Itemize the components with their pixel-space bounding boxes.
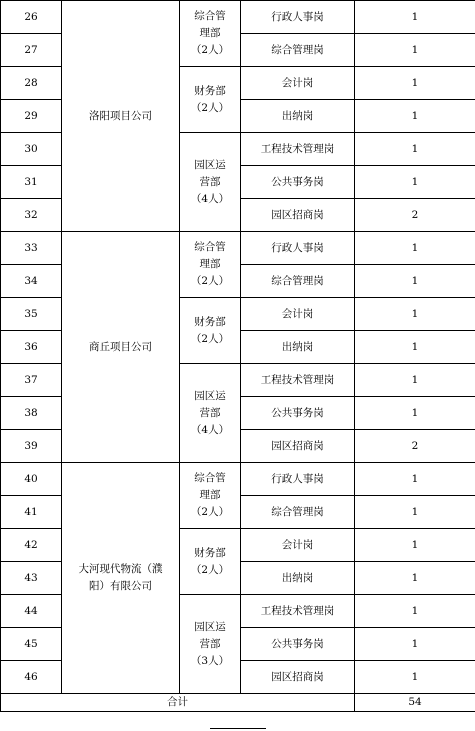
table-row xyxy=(1,232,475,265)
position-cell: 工程技术管理岗 xyxy=(241,133,355,166)
headcount-cell: 1 xyxy=(355,133,475,166)
headcount-cell: 1 xyxy=(355,628,475,661)
total-row xyxy=(1,694,475,712)
headcount-cell: 1 xyxy=(355,298,475,331)
position-cell: 园区招商岗 xyxy=(241,199,355,232)
headcount-cell: 1 xyxy=(355,100,475,133)
headcount-cell: 1 xyxy=(355,34,475,67)
table-row xyxy=(1,1,475,34)
row-number-cell: 38 xyxy=(1,397,62,430)
row-number-cell: 41 xyxy=(1,496,62,529)
department-cell: 综合管 理部 （2人） xyxy=(180,232,241,298)
position-cell: 综合管理岗 xyxy=(241,265,355,298)
headcount-cell: 1 xyxy=(355,364,475,397)
company-name-cell: 商丘项目公司 xyxy=(62,232,180,463)
row-number-cell: 29 xyxy=(1,100,62,133)
row-number-cell: 31 xyxy=(1,166,62,199)
row-number-cell: 36 xyxy=(1,331,62,364)
company-name-cell: 洛阳项目公司 xyxy=(62,1,180,232)
position-cell: 公共事务岗 xyxy=(241,628,355,661)
headcount-cell: 1 xyxy=(355,463,475,496)
department-cell: 财务部 （2人） xyxy=(180,67,241,133)
headcount-cell: 1 xyxy=(355,595,475,628)
department-cell: 财务部 （2人） xyxy=(180,298,241,364)
company-name-cell: 大河现代物流（濮 阳）有限公司 xyxy=(62,463,180,694)
row-number-cell: 40 xyxy=(1,463,62,496)
row-number-cell: 35 xyxy=(1,298,62,331)
headcount-cell: 1 xyxy=(355,562,475,595)
department-cell: 综合管 理部 （2人） xyxy=(180,1,241,67)
position-cell: 园区招商岗 xyxy=(241,430,355,463)
row-number-cell: 26 xyxy=(1,1,62,34)
headcount-cell: 2 xyxy=(355,430,475,463)
headcount-cell: 1 xyxy=(355,232,475,265)
row-number-cell: 46 xyxy=(1,661,62,694)
row-number-cell: 30 xyxy=(1,133,62,166)
position-cell: 会计岗 xyxy=(241,529,355,562)
table-row xyxy=(1,463,475,496)
position-cell: 工程技术管理岗 xyxy=(241,595,355,628)
position-cell: 综合管理岗 xyxy=(241,34,355,67)
row-number-cell: 39 xyxy=(1,430,62,463)
position-cell: 出纳岗 xyxy=(241,562,355,595)
headcount-cell: 1 xyxy=(355,166,475,199)
headcount-cell: 1 xyxy=(355,529,475,562)
headcount-cell: 1 xyxy=(355,397,475,430)
row-number-cell: 27 xyxy=(1,34,62,67)
row-number-cell: 33 xyxy=(1,232,62,265)
position-cell: 行政人事岗 xyxy=(241,1,355,34)
department-cell: 综合管 理部 （2人） xyxy=(180,463,241,529)
headcount-cell: 2 xyxy=(355,199,475,232)
headcount-cell: 1 xyxy=(355,265,475,298)
position-cell: 公共事务岗 xyxy=(241,166,355,199)
headcount-cell: 1 xyxy=(355,67,475,100)
position-cell: 出纳岗 xyxy=(241,100,355,133)
position-cell: 会计岗 xyxy=(241,67,355,100)
headcount-cell: 1 xyxy=(355,1,475,34)
headcount-cell: 1 xyxy=(355,331,475,364)
position-cell: 综合管理岗 xyxy=(241,496,355,529)
department-cell: 财务部 （2人） xyxy=(180,529,241,595)
staffing-table-body xyxy=(1,1,475,712)
position-cell: 园区招商岗 xyxy=(241,661,355,694)
row-number-cell: 45 xyxy=(1,628,62,661)
row-number-cell: 34 xyxy=(1,265,62,298)
row-number-cell: 32 xyxy=(1,199,62,232)
headcount-cell: 1 xyxy=(355,661,475,694)
headcount-cell: 1 xyxy=(355,496,475,529)
total-label: 合计 xyxy=(1,694,355,712)
position-cell: 会计岗 xyxy=(241,298,355,331)
total-value: 54 xyxy=(355,694,475,712)
department-cell: 园区运 营部 （3人） xyxy=(180,595,241,694)
row-number-cell: 28 xyxy=(1,67,62,100)
position-cell: 行政人事岗 xyxy=(241,463,355,496)
position-cell: 工程技术管理岗 xyxy=(241,364,355,397)
row-number-cell: 42 xyxy=(1,529,62,562)
position-cell: 公共事务岗 xyxy=(241,397,355,430)
department-cell: 园区运 营部 （4人） xyxy=(180,364,241,463)
position-cell: 行政人事岗 xyxy=(241,232,355,265)
row-number-cell: 43 xyxy=(1,562,62,595)
position-cell: 出纳岗 xyxy=(241,331,355,364)
department-cell: 园区运 营部 （4人） xyxy=(180,133,241,232)
row-number-cell: 37 xyxy=(1,364,62,397)
row-number-cell: 44 xyxy=(1,595,62,628)
